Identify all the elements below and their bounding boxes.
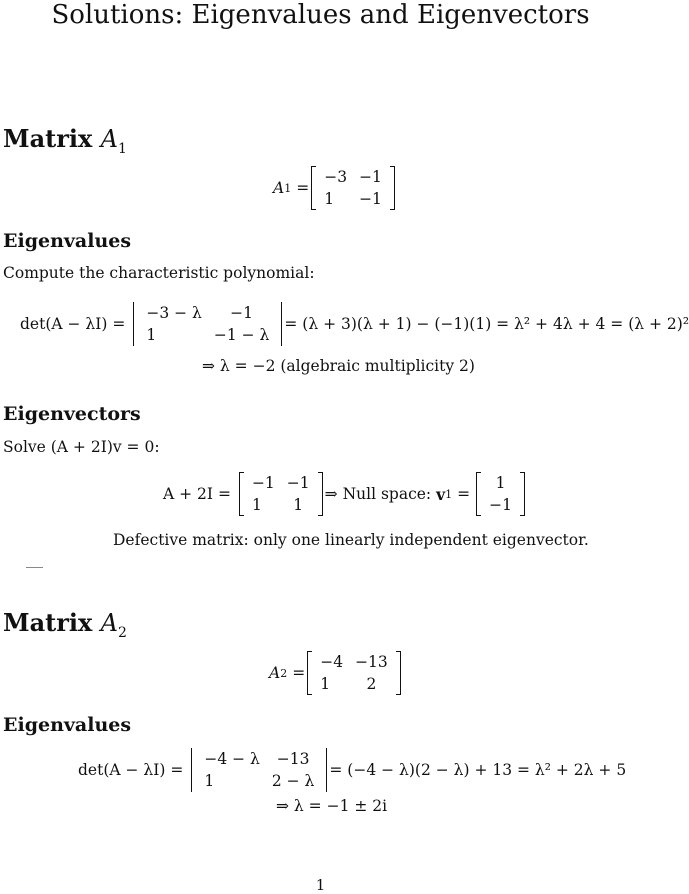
null-space-equation [163,472,527,516]
eigenvalue-result-a1: ⇒ λ = −2 (algebraic multiplicity 2) [202,357,475,375]
matrix-cell: −1 [359,190,382,208]
det-lhs: det(A − λI) = [78,761,184,779]
vector-cell: −1 [489,496,513,514]
characteristic-polynomial-a2 [78,748,626,792]
matrix-cell: −1 [251,474,275,492]
matrix-cell: −4 − λ [204,750,260,768]
matrix-cell: 1 [204,772,215,790]
matrix-cell: −3 [324,168,348,186]
solve-text: Solve (A + 2I)v = 0: [3,438,160,456]
matrix-a1-definition [273,166,397,210]
matrix-subscript: 1 [284,181,292,195]
matrix-a2-definition [269,651,403,695]
det-lhs: det(A − λI) = [20,315,126,333]
matrix-cell: 1 [324,190,335,208]
matrix-cell: −1 [230,304,254,322]
intro-text: Compute the characteristic polynomial: [3,264,315,282]
shifted-matrix [239,472,323,516]
heading-symbol: A [100,125,118,153]
matrix-symbol: A [273,179,285,197]
equals-sign: = [457,485,471,503]
shifted-matrix-lhs: A + 2I = [163,485,231,503]
matrix-cell: 2 [366,675,377,693]
matrix-cell: −1 − λ [213,326,270,344]
det-rhs: = (−4 − λ)(2 − λ) + 13 = λ² + 2λ + 5 [329,761,627,779]
matrix-cell: 1 [146,326,157,344]
eigenvector-subscript: 1 [445,487,453,501]
vector-cell: 1 [495,474,506,492]
characteristic-polynomial-a1 [20,302,689,346]
determinant-matrix-a2 [191,748,327,792]
null-space-label: ⇒ Null space: [324,485,432,503]
matrix-cell: 1 [320,675,331,693]
matrix-subscript: 2 [280,666,288,680]
eigenvectors-heading-a1: Eigenvectors [3,403,141,425]
heading-subscript: 2 [117,624,127,641]
eigenvalues-heading-a1: Eigenvalues [3,230,132,252]
eigenvector-symbol: v [436,484,446,504]
matrix-symbol: A [269,664,281,682]
matrix-cell: 1 [251,496,262,514]
matrix-a1 [311,166,395,210]
heading-symbol: A [100,609,118,637]
page-title: Solutions: Eigenvalues and Eigenvectors [51,0,590,30]
matrix-cell: 2 − λ [271,772,315,790]
equals-sign: = [296,179,310,197]
eigenvalue-result-a2: ⇒ λ = −1 ± 2i [276,797,388,815]
section-heading-matrix-a2 [3,608,127,641]
matrix-cell: −13 [355,653,388,671]
heading-subscript: 1 [117,140,127,157]
equals-sign: = [292,664,306,682]
defective-note: Defective matrix: only one linearly independent eigenvector. [113,531,589,549]
determinant-matrix-a1 [133,302,282,346]
matrix-cell: −3 − λ [146,304,202,322]
det-rhs: = (λ + 3)(λ + 1) − (−1)(1) = λ² + 4λ + 4 = (λ + 2)² [284,315,689,333]
section-divider [26,567,43,568]
eigenvector [476,472,525,516]
page-number: 1 [315,876,326,894]
matrix-a2 [307,651,401,695]
matrix-cell: −4 [320,653,344,671]
heading-word: Matrix [3,608,93,637]
matrix-cell: −1 [359,168,382,186]
matrix-cell: −13 [276,750,310,768]
matrix-cell: −1 [286,474,310,492]
eigenvalues-heading-a2: Eigenvalues [3,714,132,736]
matrix-cell: 1 [293,496,304,514]
heading-word: Matrix [3,124,93,153]
section-heading-matrix-a1 [3,124,127,157]
